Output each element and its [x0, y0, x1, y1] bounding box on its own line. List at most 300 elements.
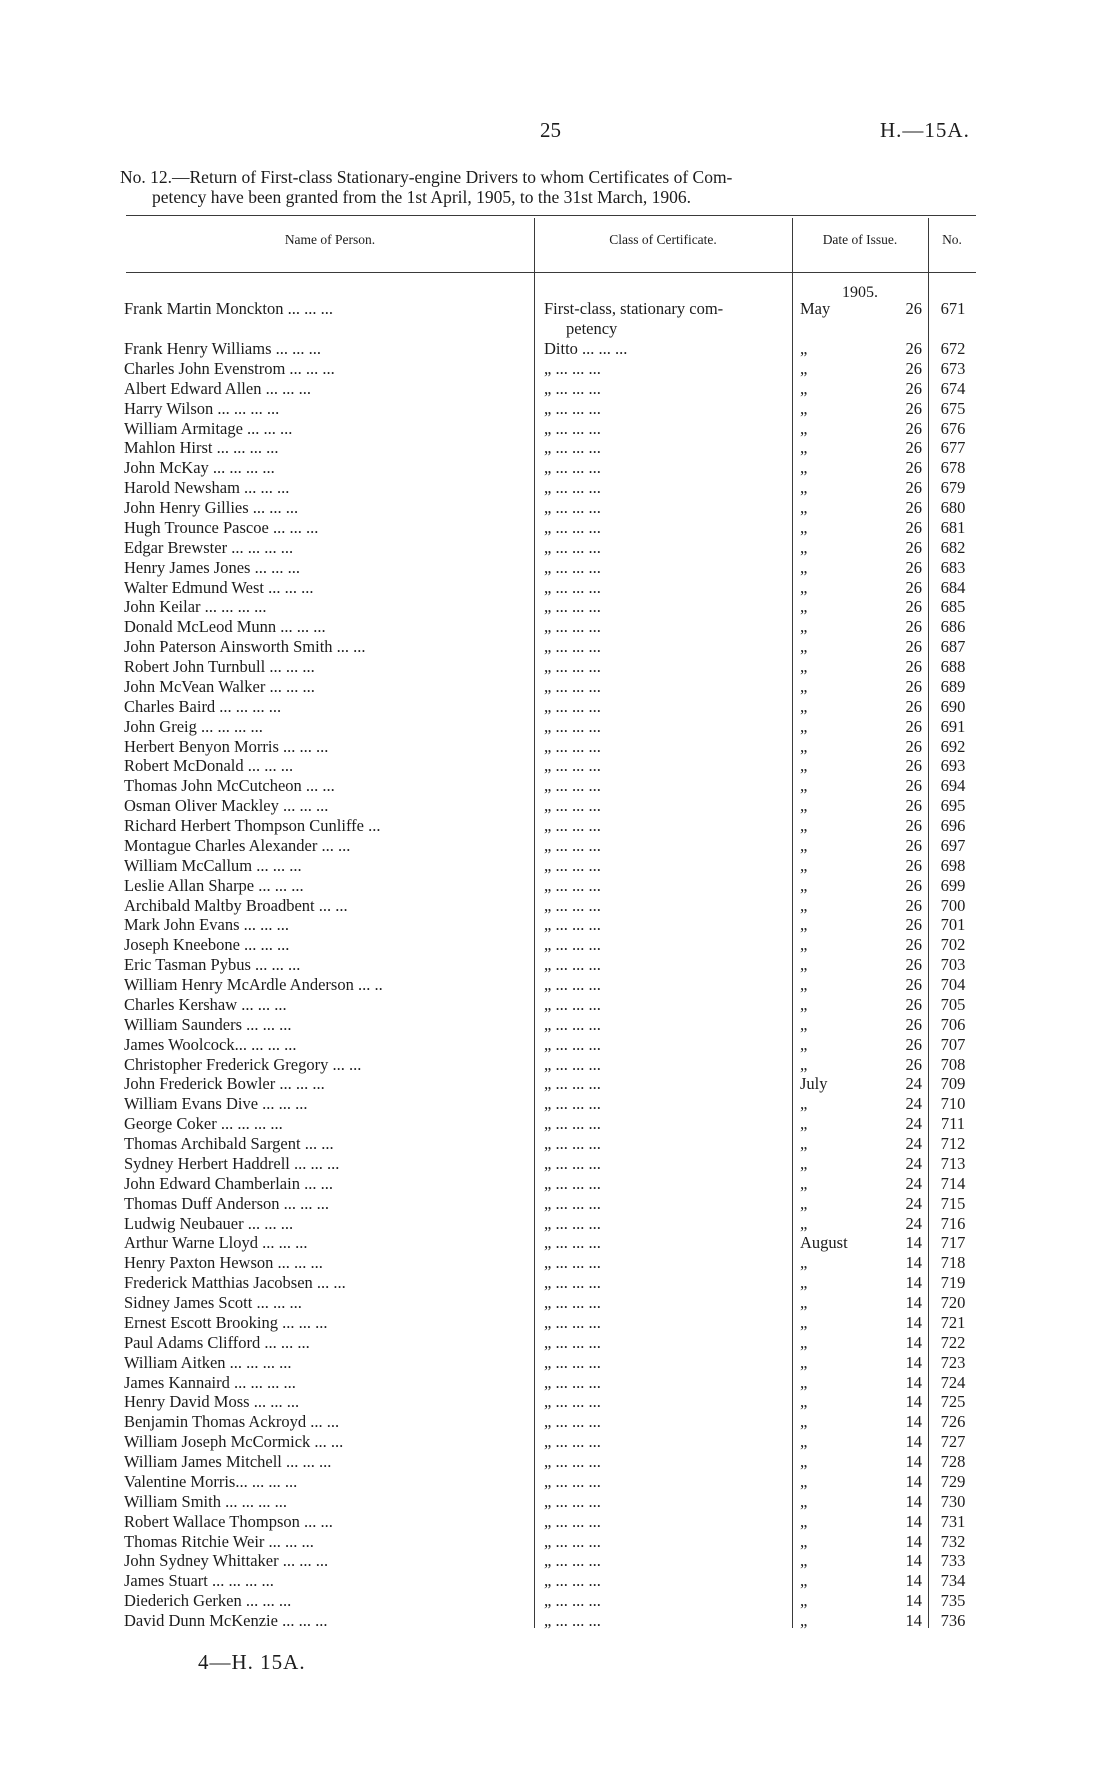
- certificate-number: 700: [940, 895, 966, 915]
- certificate-number: 671: [940, 299, 966, 318]
- issue-day: 24: [905, 1074, 922, 1094]
- issue-day: 14: [905, 1511, 922, 1531]
- certificate-number: 702: [940, 935, 966, 955]
- table-row: [0, 1074, 1114, 1094]
- issue-day: 14: [905, 1432, 922, 1452]
- table-row: [0, 1293, 1114, 1313]
- table-row: [0, 1472, 1114, 1492]
- certificate-class: „ ... ... ...: [544, 1153, 601, 1173]
- issue-month: „: [800, 438, 808, 458]
- issue-day: 26: [905, 1054, 922, 1074]
- issue-month: „: [800, 776, 808, 796]
- person-name: John Sydney Whittaker ... ... ...: [124, 1551, 329, 1571]
- certificate-class: „ ... ... ...: [544, 1432, 601, 1452]
- table-row: [0, 617, 1114, 637]
- person-name: Frank Henry Williams ... ... ...: [124, 339, 322, 358]
- certificate-number: 693: [940, 756, 966, 776]
- certificate-class: „ ... ... ...: [544, 378, 601, 398]
- person-name: Charles Kershaw ... ... ...: [124, 994, 287, 1014]
- issue-month: „: [800, 637, 808, 657]
- issue-day: 26: [905, 955, 922, 975]
- certificate-number: 716: [940, 1213, 966, 1233]
- table-row: [0, 915, 1114, 935]
- issue-month: „: [800, 1412, 808, 1432]
- certificate-class: „ ... ... ...: [544, 637, 601, 657]
- certificate-number: 674: [940, 378, 966, 398]
- person-name: John Henry Gillies ... ... ...: [124, 498, 299, 517]
- issue-day: 14: [905, 1551, 922, 1571]
- certificate-number: 675: [940, 398, 966, 418]
- certificate-number: 690: [940, 696, 966, 716]
- issue-day: 26: [905, 577, 922, 597]
- person-name: Herbert Benyon Morris ... ... ...: [124, 736, 329, 756]
- certificate-table-body: [0, 299, 1114, 1631]
- issue-day: 26: [905, 537, 922, 557]
- table-row: [0, 1432, 1114, 1452]
- issue-day: 26: [905, 458, 922, 478]
- issue-month: „: [800, 875, 808, 895]
- certificate-class: „ ... ... ...: [544, 1511, 601, 1531]
- issue-day: 14: [905, 1491, 922, 1511]
- issue-month: „: [800, 696, 808, 716]
- certificate-number: 709: [940, 1074, 966, 1094]
- table-row: [0, 1114, 1114, 1134]
- table-row: [0, 558, 1114, 578]
- certificate-class: „ ... ... ...: [544, 816, 601, 835]
- issue-month: „: [800, 1034, 808, 1054]
- certificate-class: „ ... ... ...: [544, 1452, 601, 1471]
- issue-month: „: [800, 358, 808, 378]
- certificate-class: „ ... ... ...: [544, 1074, 601, 1094]
- issue-day: 26: [905, 716, 922, 736]
- table-row: [0, 935, 1114, 955]
- certificate-number: 680: [940, 498, 966, 517]
- table-row: [0, 1055, 1114, 1075]
- issue-day: 26: [905, 696, 922, 716]
- issue-day: 26: [905, 339, 922, 358]
- certificate-number: 718: [940, 1253, 966, 1273]
- certificate-class: „ ... ... ...: [544, 398, 601, 418]
- table-row: [0, 578, 1114, 598]
- person-name: George Coker ... ... ... ...: [124, 1114, 283, 1134]
- issue-month: „: [800, 915, 808, 935]
- issue-day: 14: [905, 1392, 922, 1412]
- certificate-number: 677: [940, 438, 966, 458]
- certificate-number: 687: [940, 637, 966, 657]
- person-name: Henry Paxton Hewson ... ... ...: [124, 1253, 323, 1273]
- table-row: [0, 975, 1114, 995]
- issue-month: „: [800, 1511, 808, 1531]
- certificate-class: „ ... ... ...: [544, 935, 601, 955]
- header-date: Date of Issue.: [822, 232, 898, 247]
- table-row: [0, 756, 1114, 776]
- table-row: [0, 737, 1114, 757]
- issue-day: 26: [905, 776, 922, 796]
- certificate-class: „ ... ... ...: [544, 458, 601, 478]
- certificate-class: [544, 299, 788, 339]
- certificate-class: „ ... ... ...: [544, 955, 601, 975]
- certificate-number: 699: [940, 875, 966, 895]
- issue-month: „: [800, 1392, 808, 1412]
- table-row: [0, 1233, 1114, 1253]
- issue-month: „: [800, 1114, 808, 1134]
- issue-month: „: [800, 975, 808, 994]
- certificate-number: 684: [940, 577, 966, 597]
- certificate-number: 686: [940, 617, 966, 637]
- certificate-class: „ ... ... ...: [544, 994, 601, 1014]
- certificate-class: „ ... ... ...: [544, 1293, 601, 1312]
- certificate-number: 735: [940, 1591, 966, 1611]
- certificate-class: „ ... ... ...: [544, 1233, 601, 1253]
- table-row: [0, 1194, 1114, 1214]
- person-name: Harry Wilson ... ... ... ...: [124, 398, 280, 418]
- issue-month: „: [800, 1134, 808, 1153]
- issue-month: „: [800, 557, 808, 577]
- certificate-number: 673: [940, 358, 966, 378]
- table-row: [0, 438, 1114, 458]
- table-title: [120, 167, 980, 207]
- person-name: Harold Newsham ... ... ...: [124, 478, 290, 498]
- issue-month: August: [800, 1233, 848, 1253]
- issue-month: „: [800, 716, 808, 736]
- table-row: [0, 538, 1114, 558]
- certificate-class: „ ... ... ...: [544, 1571, 601, 1591]
- issue-month: „: [800, 1471, 808, 1491]
- certificate-class: Ditto ... ... ...: [544, 339, 628, 358]
- certificate-class: „ ... ... ...: [544, 1213, 601, 1233]
- issue-month: „: [800, 1432, 808, 1452]
- table-row: [0, 1035, 1114, 1055]
- certificate-number: 705: [940, 994, 966, 1014]
- certificate-class: „ ... ... ...: [544, 1491, 601, 1511]
- issue-month: „: [800, 378, 808, 398]
- person-name: James Woolcock... ... ... ...: [124, 1034, 297, 1054]
- issue-day: 14: [905, 1352, 922, 1372]
- certificate-number: 731: [940, 1511, 966, 1531]
- person-name: Leslie Allan Sharpe ... ... ...: [124, 875, 304, 895]
- issue-month: „: [800, 1054, 808, 1074]
- person-name: Eric Tasman Pybus ... ... ...: [124, 955, 301, 975]
- issue-month: „: [800, 955, 808, 975]
- person-name: Thomas Duff Anderson ... ... ...: [124, 1193, 330, 1213]
- person-name: William McCallum ... ... ...: [124, 855, 302, 875]
- table-top-rule: [126, 215, 976, 216]
- table-row: [0, 657, 1114, 677]
- person-name: Sidney James Scott ... ... ...: [124, 1293, 302, 1312]
- certificate-number: 715: [940, 1193, 966, 1213]
- table-row: [0, 1611, 1114, 1631]
- person-name: Christopher Frederick Gregory ... ...: [124, 1054, 362, 1074]
- table-row: [0, 458, 1114, 478]
- issue-month: „: [800, 1153, 808, 1173]
- page-number: 25: [540, 118, 561, 142]
- issue-day: 24: [905, 1213, 922, 1233]
- certificate-class: „ ... ... ...: [544, 716, 601, 736]
- issue-day: 26: [905, 398, 922, 418]
- person-name: William Henry McArdle Anderson ... ..: [124, 975, 383, 994]
- issue-month: „: [800, 855, 808, 875]
- person-name: William Armitage ... ... ...: [124, 418, 293, 438]
- certificate-number: 697: [940, 835, 966, 855]
- issue-month: „: [800, 1352, 808, 1372]
- certificate-number: 720: [940, 1293, 966, 1312]
- certificate-class: „ ... ... ...: [544, 358, 601, 378]
- table-row: [0, 796, 1114, 816]
- person-name: Walter Edmund West ... ... ...: [124, 577, 314, 597]
- certificate-class: „ ... ... ...: [544, 537, 601, 557]
- certificate-number: 713: [940, 1153, 966, 1173]
- table-row: [0, 637, 1114, 657]
- person-name: Joseph Kneebone ... ... ...: [124, 935, 290, 955]
- person-name: Thomas Archibald Sargent ... ...: [124, 1134, 334, 1153]
- issue-month: „: [800, 1293, 808, 1312]
- table-row: [0, 597, 1114, 617]
- certificate-number: 732: [940, 1531, 966, 1551]
- issue-month: „: [800, 1571, 808, 1591]
- issue-month: „: [800, 1312, 808, 1332]
- issue-day: 26: [905, 438, 922, 458]
- certificate-class: „ ... ... ...: [544, 1412, 601, 1432]
- issue-day: 14: [905, 1471, 922, 1491]
- certificate-number: 734: [940, 1571, 966, 1591]
- certificate-number: 717: [940, 1233, 966, 1253]
- certificate-class: „ ... ... ...: [544, 1352, 601, 1372]
- certificate-class: „ ... ... ...: [544, 597, 601, 617]
- person-name: Ludwig Neubauer ... ... ...: [124, 1213, 294, 1233]
- certificate-number: 678: [940, 458, 966, 478]
- table-row: [0, 518, 1114, 538]
- issue-month: May: [800, 299, 831, 318]
- certificate-number: 736: [940, 1611, 966, 1630]
- certificate-number: 710: [940, 1094, 966, 1114]
- person-name: Thomas John McCutcheon ... ...: [124, 776, 335, 796]
- table-row: [0, 359, 1114, 379]
- certificate-number: 692: [940, 736, 966, 756]
- certificate-class-line-1: First-class, stationary com-: [544, 299, 724, 318]
- footer-reference: 4—H. 15A.: [198, 1650, 306, 1674]
- person-name: Diederich Gerken ... ... ...: [124, 1591, 292, 1611]
- certificate-class: „ ... ... ...: [544, 1273, 601, 1293]
- person-name: Frank Martin Monckton ... ... ...: [124, 299, 333, 318]
- certificate-class: „ ... ... ...: [544, 1173, 601, 1193]
- person-name: Osman Oliver Mackley ... ... ...: [124, 796, 329, 816]
- issue-month: „: [800, 458, 808, 478]
- person-name: Frederick Matthias Jacobsen ... ...: [124, 1273, 346, 1293]
- certificate-class: „ ... ... ...: [544, 478, 601, 498]
- header-class: Class of Certificate.: [609, 232, 717, 247]
- issue-day: 14: [905, 1412, 922, 1432]
- certificate-class: „ ... ... ...: [544, 418, 601, 438]
- certificate-class: „ ... ... ...: [544, 617, 601, 637]
- certificate-class: „ ... ... ...: [544, 517, 601, 537]
- issue-month: „: [800, 994, 808, 1014]
- person-name: James Kannaird ... ... ... ...: [124, 1372, 296, 1392]
- issue-month: „: [800, 895, 808, 915]
- person-name: William James Mitchell ... ... ...: [124, 1452, 332, 1471]
- table-row: [0, 876, 1114, 896]
- person-name: John McVean Walker ... ... ...: [124, 676, 315, 696]
- issue-day: 24: [905, 1094, 922, 1114]
- certificate-class: „ ... ... ...: [544, 975, 601, 994]
- issue-month: „: [800, 1372, 808, 1392]
- issue-month: „: [800, 537, 808, 557]
- table-row: [0, 299, 1114, 339]
- table-row: [0, 1094, 1114, 1114]
- certificate-class: „ ... ... ...: [544, 1611, 601, 1630]
- certificate-number: 685: [940, 597, 966, 617]
- person-name: Benjamin Thomas Ackroyd ... ...: [124, 1412, 340, 1432]
- certificate-class: „ ... ... ...: [544, 676, 601, 696]
- table-row: [0, 1551, 1114, 1571]
- certificate-class: „ ... ... ...: [544, 1392, 601, 1412]
- table-row: [0, 677, 1114, 697]
- person-name: John McKay ... ... ... ...: [124, 458, 275, 478]
- certificate-number: 723: [940, 1352, 966, 1372]
- issue-month: „: [800, 478, 808, 498]
- certificate-number: 676: [940, 418, 966, 438]
- year-label: 1905.: [842, 284, 878, 301]
- certificate-number: 712: [940, 1134, 966, 1153]
- person-name: Richard Herbert Thompson Cunliffe ...: [124, 816, 381, 835]
- issue-day: 14: [905, 1293, 922, 1312]
- certificate-class: „ ... ... ...: [544, 1312, 601, 1332]
- person-name: David Dunn McKenzie ... ... ...: [124, 1611, 328, 1630]
- person-name: Edgar Brewster ... ... ... ...: [124, 537, 294, 557]
- person-name: James Stuart ... ... ... ...: [124, 1571, 274, 1591]
- issue-day: 26: [905, 796, 922, 816]
- certificate-class: „ ... ... ...: [544, 577, 601, 597]
- certificate-class: „ ... ... ...: [544, 895, 601, 915]
- issue-month: „: [800, 1332, 808, 1352]
- issue-day: 26: [905, 875, 922, 895]
- certificate-class: „ ... ... ...: [544, 1193, 601, 1213]
- issue-day: 14: [905, 1591, 922, 1611]
- certificate-number: 688: [940, 657, 966, 676]
- person-name: Thomas Ritchie Weir ... ... ...: [124, 1531, 314, 1551]
- certificate-number: 714: [940, 1173, 966, 1193]
- issue-month: „: [800, 1551, 808, 1571]
- person-name: Arthur Warne Lloyd ... ... ...: [124, 1233, 308, 1253]
- person-name: Hugh Trounce Pascoe ... ... ...: [124, 517, 319, 537]
- certificate-number: 729: [940, 1471, 966, 1491]
- certificate-class: „ ... ... ...: [544, 1531, 601, 1551]
- person-name: Archibald Maltby Broadbent ... ...: [124, 895, 348, 915]
- issue-day: 14: [905, 1452, 922, 1471]
- person-name: Mahlon Hirst ... ... ... ...: [124, 438, 279, 458]
- table-row: [0, 1015, 1114, 1035]
- certificate-number: 706: [940, 1014, 966, 1034]
- person-name: Charles Baird ... ... ... ...: [124, 696, 282, 716]
- person-name: Henry James Jones ... ... ...: [124, 557, 300, 577]
- issue-day: 24: [905, 1173, 922, 1193]
- person-name: John Edward Chamberlain ... ...: [124, 1173, 333, 1193]
- issue-day: 14: [905, 1531, 922, 1551]
- person-name: John Paterson Ainsworth Smith ... ...: [124, 637, 366, 657]
- issue-day: 26: [905, 358, 922, 378]
- issue-day: 26: [905, 299, 922, 318]
- issue-day: 14: [905, 1571, 922, 1591]
- certificate-class: „ ... ... ...: [544, 1372, 601, 1392]
- document-reference: H.—15A.: [880, 118, 970, 142]
- person-name: William Evans Dive ... ... ...: [124, 1094, 308, 1114]
- issue-month: „: [800, 418, 808, 438]
- person-name: Albert Edward Allen ... ... ...: [124, 378, 311, 398]
- certificate-class: „ ... ... ...: [544, 1471, 601, 1491]
- table-row: [0, 1571, 1114, 1591]
- issue-day: 14: [905, 1273, 922, 1293]
- issue-day: 26: [905, 994, 922, 1014]
- issue-month: „: [800, 756, 808, 776]
- issue-day: 26: [905, 676, 922, 696]
- issue-month: „: [800, 796, 808, 816]
- person-name: Henry David Moss ... ... ...: [124, 1392, 300, 1412]
- issue-day: 26: [905, 975, 922, 994]
- issue-month: „: [800, 657, 808, 676]
- certificate-class: „ ... ... ...: [544, 855, 601, 875]
- table-row: [0, 419, 1114, 439]
- certificate-number: 689: [940, 676, 966, 696]
- issue-month: „: [800, 498, 808, 517]
- issue-day: 26: [905, 557, 922, 577]
- issue-day: 26: [905, 895, 922, 915]
- table-row: [0, 896, 1114, 916]
- table-row: [0, 717, 1114, 737]
- certificate-number: 725: [940, 1392, 966, 1412]
- certificate-number: 726: [940, 1412, 966, 1432]
- table-row: [0, 1134, 1114, 1154]
- issue-month: „: [800, 1531, 808, 1551]
- certificate-number: 698: [940, 855, 966, 875]
- issue-day: 26: [905, 736, 922, 756]
- certificate-number: 679: [940, 478, 966, 498]
- issue-day: 14: [905, 1253, 922, 1273]
- certificate-class: „ ... ... ...: [544, 1034, 601, 1054]
- certificate-number: 711: [940, 1114, 966, 1134]
- issue-month: „: [800, 577, 808, 597]
- certificate-class: „ ... ... ...: [544, 1332, 601, 1352]
- certificate-number: 721: [940, 1312, 966, 1332]
- issue-month: „: [800, 1213, 808, 1233]
- table-row: [0, 1591, 1114, 1611]
- certificate-number: 724: [940, 1372, 966, 1392]
- issue-month: „: [800, 935, 808, 955]
- certificate-class: „ ... ... ...: [544, 875, 601, 895]
- table-row: [0, 816, 1114, 836]
- certificate-class: „ ... ... ...: [544, 498, 601, 517]
- table-row: [0, 379, 1114, 399]
- certificate-class: „ ... ... ...: [544, 657, 601, 676]
- issue-day: 26: [905, 756, 922, 776]
- certificate-number: 694: [940, 776, 966, 796]
- certificate-class: „ ... ... ...: [544, 557, 601, 577]
- certificate-class: „ ... ... ...: [544, 1014, 601, 1034]
- issue-month: „: [800, 597, 808, 617]
- person-name: Valentine Morris... ... ... ...: [124, 1471, 298, 1491]
- certificate-class: „ ... ... ...: [544, 696, 601, 716]
- issue-day: 26: [905, 1014, 922, 1034]
- person-name: William Smith ... ... ... ...: [124, 1491, 287, 1511]
- table-row: [0, 1214, 1114, 1234]
- person-name: Montague Charles Alexander ... ...: [124, 835, 351, 855]
- certificate-class: „ ... ... ...: [544, 776, 601, 796]
- issue-day: 26: [905, 855, 922, 875]
- issue-month: July: [800, 1074, 828, 1094]
- certificate-number: 704: [940, 975, 966, 994]
- table-row: [0, 1492, 1114, 1512]
- issue-day: 26: [905, 597, 922, 617]
- certificate-number: 708: [940, 1054, 966, 1074]
- table-row: [0, 1532, 1114, 1552]
